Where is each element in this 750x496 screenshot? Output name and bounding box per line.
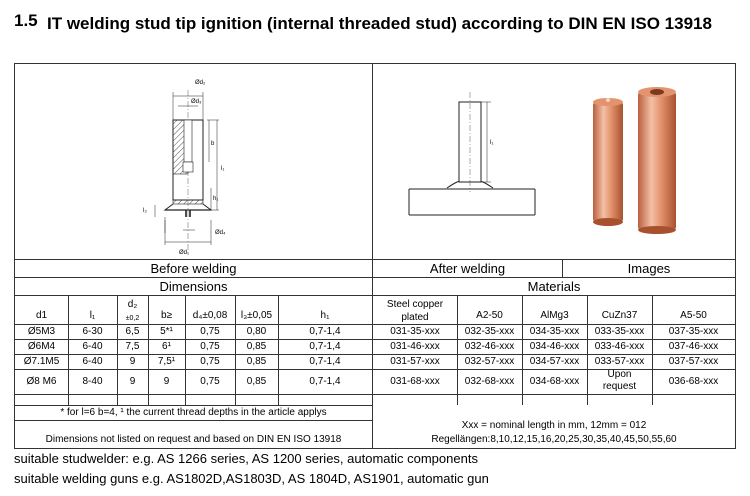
after-welding-header: After welding — [429, 261, 506, 276]
studwelder-line: suitable studwelder: e.g. AS 1266 series, AS 1200 series, automatic components — [14, 451, 478, 466]
table-row-cell: 8-40 — [82, 376, 103, 387]
table-row-cell: 033-57-xxx — [594, 356, 645, 367]
label-d4: Ød₄ — [215, 230, 226, 236]
table-row-cell: 0,75 — [200, 356, 220, 367]
table-row-cell: 031-35-xxx — [390, 326, 440, 337]
table-row-cell: 031-46-xxx — [390, 341, 440, 352]
col-a2-50: A2-50 — [476, 310, 503, 321]
table-row-cell: Ø6M4 — [27, 341, 56, 352]
label-after-l1: l₁ — [490, 140, 494, 146]
table-row-cell: 037-46-xxx — [668, 341, 719, 352]
table-row-cell: 031-68-xxx — [390, 376, 440, 387]
spec-sheet — [14, 63, 736, 449]
table-row-cell: 0,75 — [200, 341, 220, 352]
table-row-cell: 0,7-1,4 — [309, 356, 341, 367]
col-l1: l₁ — [89, 310, 96, 321]
table-row-cell: 036-68-xxx — [668, 376, 719, 387]
table-row-cell: 0,75 — [200, 376, 220, 387]
table-row-cell: 6,5 — [125, 326, 140, 337]
label-d3: Ød₃ — [191, 99, 202, 105]
images-header: Images — [627, 261, 671, 276]
table-row-cell: 6¹ — [162, 341, 171, 352]
stud-drawing-after — [407, 92, 537, 218]
table-row-cell: 033-35-xxx — [594, 326, 645, 337]
table-row-cell: 0,85 — [246, 376, 267, 387]
col-b: b≥ — [160, 310, 173, 321]
table-row-cell: 0,75 — [200, 326, 220, 337]
table-row-cell: 0,7-1,4 — [309, 376, 341, 387]
footnote: * for l=6 b=4, ¹ the current thread depths in the article applys — [60, 407, 327, 418]
label-d2: Ød₂ — [195, 80, 206, 86]
table-row-cell: 6-40 — [82, 341, 103, 352]
table-row-cell: 6-40 — [82, 356, 103, 367]
table-row-cell: 5*¹ — [160, 326, 173, 337]
table-row-cell: Ø5M3 — [27, 326, 56, 337]
col-a5-50: A5-50 — [680, 310, 707, 321]
table-row-cell-upon-request: Upon request — [602, 369, 637, 392]
table-row-cell: Ø8 M6 — [26, 376, 57, 387]
table-row-cell: 0,7-1,4 — [309, 341, 341, 352]
table-row-cell: 032-46-xxx — [464, 341, 515, 352]
label-l1: l₁ — [221, 166, 225, 172]
table-row-cell: 032-57-xxx — [464, 356, 515, 367]
table-row-cell: 032-68-xxx — [464, 376, 515, 387]
table-row-cell: 0,7-1,4 — [309, 326, 341, 337]
col-d4: d₄±0,08 — [192, 310, 228, 321]
table-row-cell: 0,80 — [246, 326, 267, 337]
table-row-cell: 032-35-xxx — [464, 326, 515, 337]
table-row-cell: 7,5¹ — [157, 356, 176, 367]
col-cuzn37: CuZn37 — [601, 310, 638, 321]
table-row-cell: 033-46-xxx — [594, 341, 645, 352]
welding-guns-line: suitable welding guns e.g. AS1802D,AS1803D, AS 1804D, AS1901, automatic gun — [14, 471, 489, 486]
col-d2-tolerance: ±0,2 — [125, 315, 140, 322]
table-row-cell: 034-35-xxx — [529, 326, 580, 337]
table-row-cell: 034-46-xxx — [529, 341, 580, 352]
label-l3: l₃ — [143, 208, 147, 214]
table-row-cell: 0,85 — [246, 356, 267, 367]
stud-photo — [583, 80, 693, 238]
table-row-cell: 7,5 — [125, 341, 140, 352]
table-row-cell: 034-57-xxx — [529, 356, 580, 367]
label-b: b — [211, 141, 215, 147]
table-row-cell: 037-57-xxx — [668, 356, 719, 367]
dimensions-header: Dimensions — [159, 279, 228, 294]
col-steel-copper: Steel copper plated — [386, 299, 444, 323]
not-listed-note: Dimensions not listed on request and based on DIN EN ISO 13918 — [45, 434, 342, 445]
section-number: 1.5 — [14, 11, 38, 30]
stud-drawing-before — [125, 70, 275, 258]
col-almg3: AlMg3 — [540, 310, 569, 321]
col-d2: d₂ — [127, 299, 138, 310]
table-row-cell: 037-35-xxx — [668, 326, 719, 337]
materials-header: Materials — [527, 279, 581, 294]
col-h1: h₁ — [320, 310, 330, 321]
label-h1: h₁ — [213, 196, 219, 202]
table-row-cell: 034-68-xxx — [529, 376, 580, 387]
label-d1: Ød₁ — [179, 250, 190, 256]
table-row-cell: 9 — [129, 356, 136, 367]
section-title: IT welding stud tip ignition (internal threaded stud) according to DIN EN ISO 13918 — [47, 14, 712, 33]
col-d1: d1 — [35, 310, 48, 321]
col-l3: l₃±0,05 — [240, 310, 273, 321]
table-row-cell: 0,85 — [246, 341, 267, 352]
table-row-cell: 031-57-xxx — [390, 356, 440, 367]
table-row-cell: 9 — [129, 376, 136, 387]
table-row-cell: Ø7.1M5 — [23, 356, 60, 367]
xxx-note: Xxx = nominal length in mm, 12mm = 012 — [461, 420, 647, 431]
lengths-note: Regellängen:8,10,12,15,16,20,25,30,35,40,45,50,55,60 — [431, 434, 677, 445]
table-row-cell: 6-30 — [82, 326, 103, 337]
table-row-cell: 9 — [163, 376, 170, 387]
before-welding-header: Before welding — [150, 261, 237, 276]
